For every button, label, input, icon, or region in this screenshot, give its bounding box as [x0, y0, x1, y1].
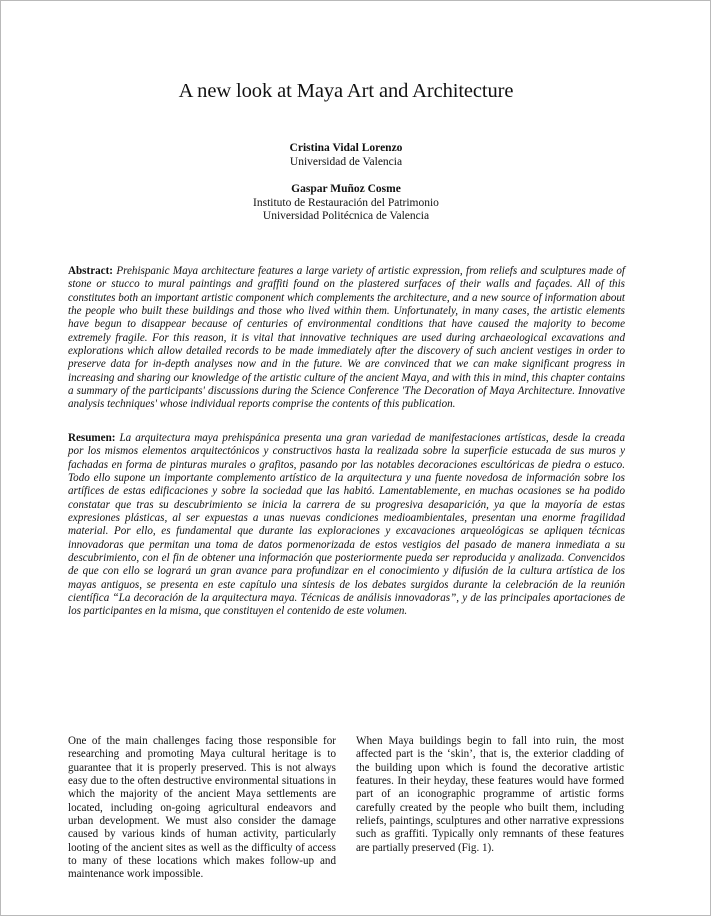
author-block-2 [1, 183, 691, 224]
author-affiliation: Instituto de Restauración del Patrimonio [253, 196, 439, 209]
resumen-label: Resumen: [68, 432, 116, 444]
paper-title: A new look at Maya Art and Architecture [178, 80, 514, 102]
resumen-text: La arquitectura maya prehispánica presenta una gran variedad de manifestaciones artísticas, desde la creada por los mismos elementos arquitectónicos y constructivos hasta la realizada sobre la superficie estucada de sus muros y fachadas en forma de pinturas murales o grafitos, pasando por las notables decoraciones escultóricas de piedra o estuco. Todo ello supone un importante complemento artístico de la arquitectura y una fuente novedosa de información sobre los artífices de estas edificaciones y sobre la sociedad que las habitó. Lamentablemente, en muchas ocasiones se ha podido constatar que tras su descubrimiento se inicia la carrera de su progresiva desaparición, ya que la mayoría de estas expresiones plásticas, al ser expuestas a unas nuevas condiciones medioambientales, presentan una enorme fragilidad material. Por ello, es fundamental que durante las exploraciones y excavaciones arqueológicas se apliquen técnicas innovadoras que permitan una toma de datos pormenorizada de estos vestigios del pasado de manera inmediata a su descubrimiento, con el fin de obtener una información que posteriormente pueda ser reproducida y analizada. Convencidos de que con ello se logrará un gran avance para profundizar en el conocimiento y difusión de la cultura artística de los mayas antiguos, se presenta en este capítulo una síntesis de los debates surgidos durante la celebración de la reunión científica “La decoración de la arquitectura maya. Técnicas de análisis innovadoras”, y de las principales aportaciones de los participantes en la misma, que constituyen el contenido de este volumen. [68, 432, 626, 618]
body-column-left: One of the main challenges facing those responsible for researching and promoting Maya cultural heritage is to guarantee that it is properly preserved. This is not always easy due to the often destructive environmental situations in which the majority of the ancient Maya settlements are located, including on-going agricultural endeavors and urban development. We must also consider the damage caused by various kinds of human activity, particularly looting of the ancient sites as well as the difficulty of access to many of these locations which makes follow-up and maintenance work impossible. [68, 735, 336, 881]
abstract-label: Abstract: [68, 265, 113, 277]
author-affiliation: Universidad Politécnica de Valencia [262, 210, 430, 222]
author-affiliation: Universidad de Valencia [289, 155, 403, 168]
abstract-text: Prehispanic Maya architecture features a large variety of artistic expression, from reliefs and sculptures made of stone or stucco to mural paintings and graffiti found on the plastered surfaces of their walls and façades. All of this constitutes both an important artistic component which complements the architecture, and a new source of information about the people who built these buildings and those who lived within them. Unfortunately, in many cases, the artistic elements have begun to disappear because of centuries of environmental conditions that have caused the majority to become extremely fragile. For this reason, it is vital that innovative techniques are used during archaeological excavations and explorations which allow detailed records to be made immediately after the discovery of such ancient vestiges in order to preserve data for in-depth analyses now and in the future. We are convinced that we can make significant progress in increasing and sharing our knowledge of the artistic culture of the ancient Maya, and with this in mind, this chapter contains a summary of the participants' discussions during the Science Conference 'The Decoration of Maya Architecture. Innovative analysis techniques' whose individual reports comprise the contents of this publication. [68, 265, 625, 411]
abstract-english [68, 265, 625, 412]
author-name: Cristina Vidal Lorenzo [289, 142, 403, 154]
body-column-right: When Maya buildings begin to fall into ruin, the most affected part is the ‘skin’, that is, the exterior cladding of the building upon which is found the decorative artistic features. In their heyday, these features would have formed part of an iconographic programme of artistic forms carefully created by the people who built them, including reliefs, paintings, sculptures and other narrative expressions such as graffiti. Typically only remnants of these features are partially preserved (Fig. 1). [356, 735, 624, 854]
author-block-1 [1, 142, 691, 169]
author-name: Gaspar Muñoz Cosme [291, 183, 401, 195]
abstract-spanish [68, 432, 625, 619]
